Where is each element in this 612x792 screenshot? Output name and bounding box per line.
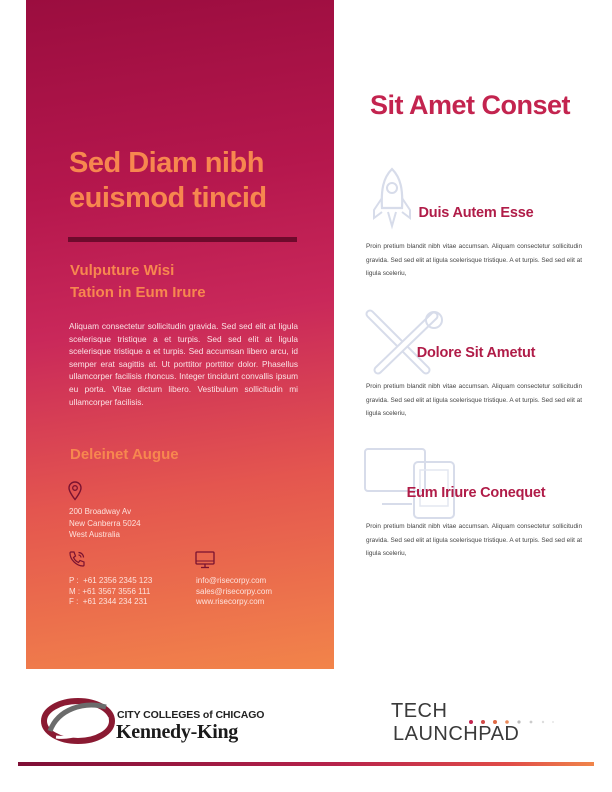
kennedy-king-swoosh-logo: [40, 695, 116, 752]
right-title: Sit Amet Conset: [369, 90, 571, 120]
address-block: [69, 506, 141, 541]
panel-subheading: [70, 260, 310, 304]
phone-line: F : +61 2344 234 231: [69, 597, 148, 606]
section-2-body: Proin pretium blandit nibh vitae accumsan. Aliquam consectetur sollicitudin gravida. Sed sed elit at ligula scelerisque tristique. A et turpis. Sed sed elit at ligula sceleriu,: [366, 383, 582, 417]
kk-line-2: Kennedy-King: [116, 721, 238, 743]
phone-icon: [68, 550, 86, 568]
contact-heading: Deleinet Augue: [70, 446, 179, 463]
map-pin-icon: [68, 481, 82, 501]
address-line: 200 Broadway Av: [69, 507, 132, 516]
tl-line-2: LAUNCHPAD: [393, 723, 520, 745]
section-3-body: Proin pretium blandit nibh vitae accumsan. Aliquam consectetur sollicitudin gravida. Sed sed elit at ligula scelerisque tristique. A et turpis. Sed sed elit at ligula sceleriu,: [366, 523, 582, 557]
footer-bar: [18, 762, 594, 766]
email-sales[interactable]: sales@risecorpy.com: [196, 586, 272, 596]
website-link[interactable]: www.risecorpy.com: [196, 597, 265, 606]
panel-headline: Sed Diam nibh euismod tincid: [69, 147, 267, 214]
tools-icon: [364, 308, 444, 378]
section-1-title: Duis Autem Esse: [418, 205, 534, 221]
section-3-title: Eum Iriure Conequet: [406, 485, 546, 501]
left-panel: [26, 0, 334, 669]
web-contacts: [196, 576, 272, 608]
subheading-line-1: Vulputure Wisi: [70, 262, 175, 279]
section-2-title: Dolore Sit Ametut: [416, 345, 536, 361]
panel-body-text: Aliquam consectetur sollicitudin gravida. Sed sed elit at ligula scelerisque tristique a et turpis. Sed sed elit at ligula scelerisque tristique a et turpis. Sed accumsan libero arcu, id semper erat sagittis at. Ut porttitor porttitor dolor. Phasellus ullamcorper facilisis rhoncus. Integer tincidunt convallis ipsum eu porta. Vitae dictum libero. Vestibulum sollicitudin mi ullamcorper facilisis.: [69, 321, 298, 407]
monitor-icon: [195, 551, 215, 569]
phone-line: P : +61 2356 2345 123: [69, 576, 153, 585]
tl-line-1: TECH: [391, 700, 448, 722]
address-line: New Canberra 5024: [69, 518, 141, 528]
phone-line: M : +61 3567 3556 111: [69, 586, 151, 596]
address-line: West Australia: [69, 530, 120, 539]
subheading-line-2: Tation in Eum Irure: [70, 284, 206, 301]
kk-line-1: CITY COLLEGES of CHICAGO: [117, 709, 265, 721]
section-1-body: Proin pretium blandit nibh vitae accumsan. Aliquam consectetur sollicitudin gravida. Sed sed elit at ligula scelerisque tristique. A et turpis. Sed sed elit at ligula sceleriu,: [366, 243, 582, 277]
email-info[interactable]: info@risecorpy.com: [196, 576, 267, 585]
headline-divider: [68, 237, 297, 242]
phone-numbers: [69, 576, 152, 608]
